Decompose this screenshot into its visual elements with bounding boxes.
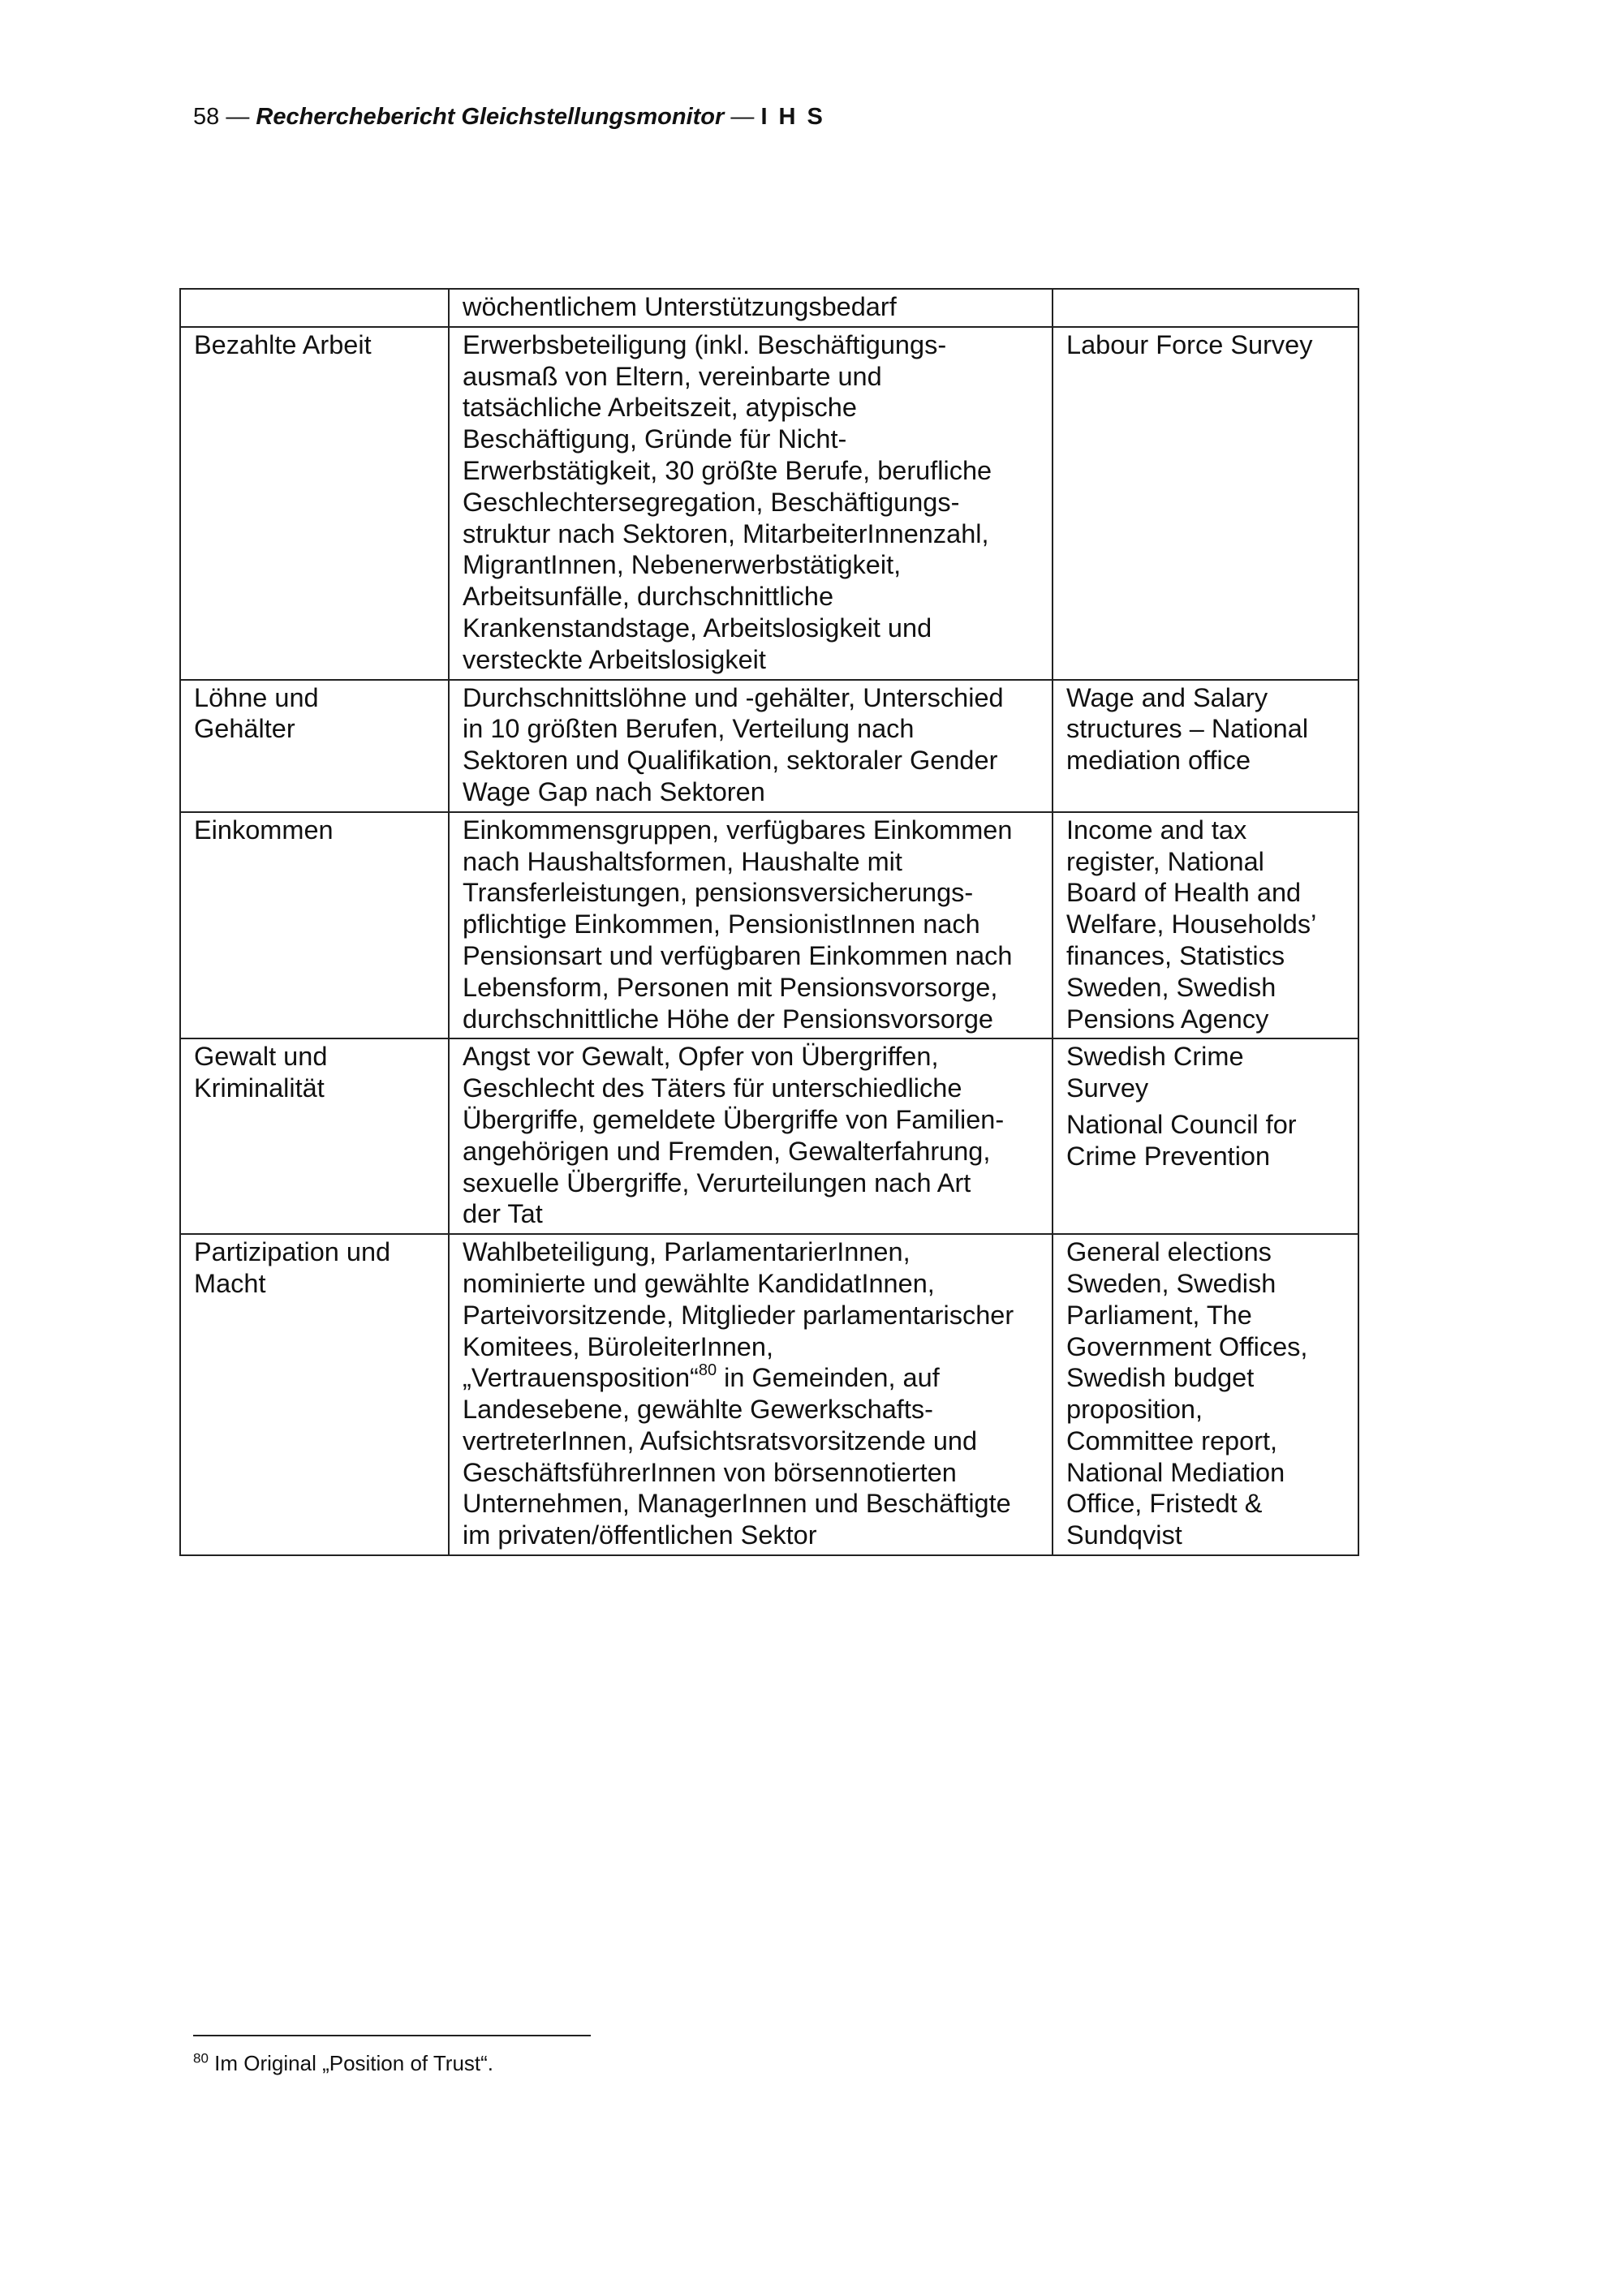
table-row — [180, 680, 1358, 812]
indicator-text: in Gemeinden, auf — [717, 1363, 940, 1393]
area-label: Macht — [194, 1268, 266, 1298]
source-line: Committee report, — [1066, 1425, 1278, 1455]
indicators-cell — [449, 289, 1053, 327]
source-line: Government Offices, — [1066, 1331, 1308, 1361]
source-line: Pensions Agency — [1066, 1004, 1269, 1034]
area-label: Partizipation und — [194, 1237, 391, 1267]
indicator-line: Transferleistungen, pensionsversicherungs- — [463, 878, 974, 908]
indicator-line: Landesebene, gewählte Gewerkschafts- — [463, 1395, 933, 1425]
indicator-line: versteckte Arbeitslosigkeit — [463, 644, 766, 674]
indicator-line: struktur nach Sektoren, MitarbeiterInnenzahl, — [463, 518, 989, 548]
table-row — [180, 1038, 1358, 1234]
indicator-line: vertreterInnen, Aufsichtsratsvorsitzende und — [463, 1425, 978, 1455]
indicator-line: Geschlechtersegregation, Beschäftigungs- — [463, 487, 960, 517]
source-line: finances, Statistics — [1066, 940, 1285, 970]
sources-cell — [1053, 812, 1358, 1039]
area-cell — [180, 812, 449, 1039]
indicator-line: Beschäftigung, Gründe für Nicht- — [463, 424, 847, 454]
header-dash: — — [219, 104, 256, 130]
indicator-line — [463, 1362, 1039, 1394]
indicator-line: Komitees, BüroleiterInnen, — [463, 1331, 773, 1361]
source-line: Sundqvist — [1066, 1520, 1182, 1550]
source-line: mediation office — [1066, 746, 1251, 776]
source-line: Swedish budget — [1066, 1363, 1255, 1393]
sources-cell — [1053, 680, 1358, 812]
footnote-number: 80 — [193, 2050, 209, 2066]
source-line: Survey — [1066, 1073, 1149, 1103]
indicator-line: Arbeitsunfälle, durchschnittliche — [463, 582, 834, 612]
indicators-cell — [449, 1234, 1053, 1555]
source-line: Welfare, Households’ — [1066, 909, 1317, 939]
sources-cell — [1053, 289, 1358, 327]
footnote — [193, 2049, 493, 2077]
indicator-line: Unternehmen, ManagerInnen und Beschäftigte — [463, 1489, 1011, 1519]
page-number: 58 — [193, 104, 220, 130]
source-line: proposition, — [1066, 1395, 1203, 1425]
indicator-line: Übergriffe, gemeldete Übergriffe von Familien- — [463, 1104, 1005, 1134]
source-line: General elections — [1066, 1237, 1272, 1267]
indicator-line: Erwerbsbeteiligung (inkl. Beschäftigungs- — [463, 329, 947, 359]
indicator-table — [179, 288, 1359, 1556]
source-line: structures – National — [1066, 714, 1309, 744]
running-title: Recherchebericht Gleichstellungsmonitor — [256, 104, 725, 130]
area-label: Löhne und — [194, 682, 319, 712]
indicator-line: Parteivorsitzende, Mitglieder parlamentarischer — [463, 1300, 1014, 1330]
sources-cell — [1053, 1234, 1358, 1555]
indicator-line: Sektoren und Qualifikation, sektoraler Gender — [463, 746, 998, 776]
indicators-cell — [449, 1038, 1053, 1234]
footnote-reference[interactable]: 80 — [698, 1361, 717, 1380]
indicators-cell — [449, 680, 1053, 812]
indicators-cell — [449, 812, 1053, 1039]
source-line: Board of Health and — [1066, 878, 1302, 908]
area-cell — [180, 680, 449, 812]
indicator-line: Pensionsart und verfügbaren Einkommen nach — [463, 940, 1013, 970]
indicator-line: in 10 größten Berufen, Verteilung nach — [463, 714, 915, 744]
sources-cell — [1053, 1038, 1358, 1234]
indicator-line: nominierte und gewählte KandidatInnen, — [463, 1268, 935, 1298]
indicator-line: Einkommensgruppen, verfügbares Einkommen — [463, 815, 1013, 845]
institute-name: I H S — [760, 104, 825, 130]
area-cell — [180, 289, 449, 327]
indicator-line: MigrantInnen, Nebenerwerbstätigkeit, — [463, 550, 902, 580]
footnote-divider — [193, 2035, 591, 2036]
source-line: Income and tax — [1066, 815, 1247, 845]
indicator-line: der Tat — [463, 1199, 543, 1229]
indicator-line: wöchentlichem Unterstützungsbedarf — [463, 292, 897, 321]
indicator-line: Angst vor Gewalt, Opfer von Übergriffen, — [463, 1042, 939, 1072]
area-label: Bezahlte Arbeit — [194, 329, 372, 359]
area-label: Gewalt und — [194, 1042, 328, 1072]
source-line: Swedish Crime — [1066, 1042, 1244, 1072]
area-cell — [180, 1038, 449, 1234]
source-line: Labour Force Survey — [1066, 329, 1313, 359]
indicator-line: ausmaß von Eltern, vereinbarte und — [463, 361, 882, 391]
table-row — [180, 1234, 1358, 1555]
source-line: Wage and Salary — [1066, 682, 1268, 712]
indicator-line: Lebensform, Personen mit Pensionsvorsorge, — [463, 972, 998, 1002]
area-label: Einkommen — [194, 815, 334, 845]
indicator-line: Durchschnittslöhne und -gehälter, Unterschied — [463, 682, 1004, 712]
indicator-line: Wahlbeteiligung, ParlamentarierInnen, — [463, 1237, 911, 1267]
indicator-line: GeschäftsführerInnen von börsennotierten — [463, 1457, 957, 1487]
indicator-line: pflichtige Einkommen, PensionistInnen nach — [463, 909, 980, 939]
source-line: National Council for — [1066, 1109, 1297, 1139]
area-cell — [180, 1234, 449, 1555]
sources-cell — [1053, 327, 1358, 680]
table-row — [180, 327, 1358, 680]
indicator-line: durchschnittliche Höhe der Pensionsvorsorge — [463, 1004, 993, 1034]
header-dash: — — [724, 104, 761, 130]
indicator-line: angehörigen und Fremden, Gewalterfahrung, — [463, 1136, 991, 1166]
source-line: National Mediation — [1066, 1457, 1285, 1487]
indicator-line: Erwerbstätigkeit, 30 größte Berufe, berufliche — [463, 455, 992, 485]
source-line: Sweden, Swedish — [1066, 972, 1276, 1002]
indicator-line: Geschlecht des Täters für unterschiedliche — [463, 1073, 962, 1103]
indicator-text: „Vertrauensposition“ — [463, 1363, 699, 1393]
indicator-line: tatsächliche Arbeitszeit, atypische — [463, 393, 857, 423]
indicator-line: sexuelle Übergriffe, Verurteilungen nach Art — [463, 1167, 971, 1197]
footnote-text: Im Original „Position of Trust“. — [208, 2051, 494, 2075]
indicator-line: Krankenstandstage, Arbeitslosigkeit und — [463, 613, 932, 643]
source-line: Office, Fristedt & — [1066, 1489, 1263, 1519]
indicator-line: im privaten/öffentlichen Sektor — [463, 1520, 817, 1550]
area-label: Gehälter — [194, 714, 295, 744]
area-label: Kriminalität — [194, 1073, 325, 1103]
source-line: Sweden, Swedish — [1066, 1268, 1276, 1298]
indicator-line: nach Haushaltsformen, Haushalte mit — [463, 846, 902, 876]
source-line: Crime Prevention — [1066, 1141, 1271, 1171]
source-line: Parliament, The — [1066, 1300, 1252, 1330]
indicators-cell — [449, 327, 1053, 680]
table-row — [180, 289, 1358, 327]
source-line: register, National — [1066, 846, 1264, 876]
area-cell — [180, 327, 449, 680]
running-header — [193, 101, 825, 133]
table-row — [180, 812, 1358, 1039]
indicator-line: Wage Gap nach Sektoren — [463, 776, 765, 806]
